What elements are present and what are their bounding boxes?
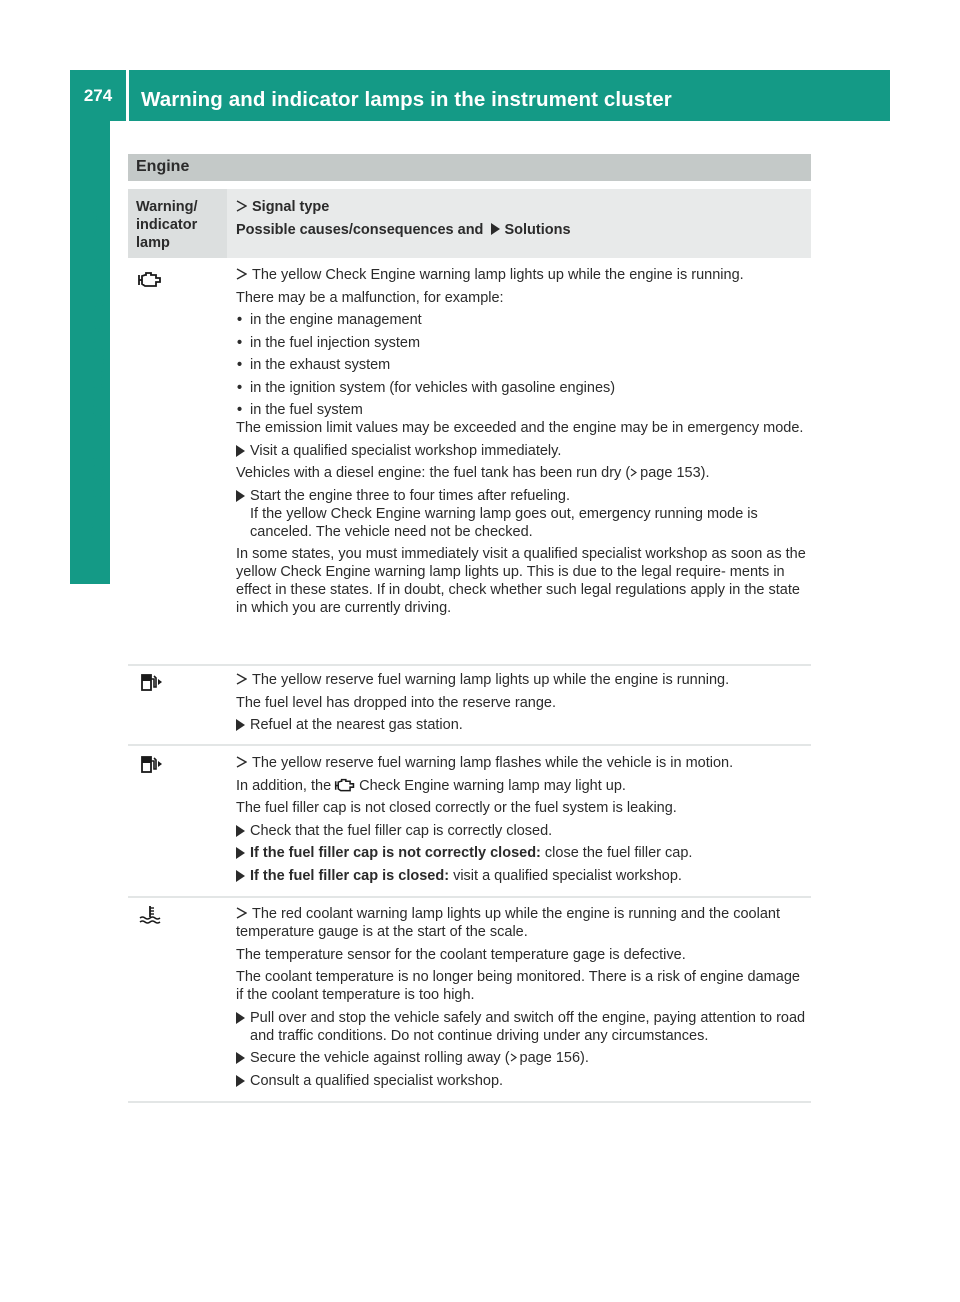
list-item: • in the fuel injection system xyxy=(236,334,806,352)
page-reference-link[interactable]: page 156 xyxy=(519,1050,581,1066)
action-arrow-icon xyxy=(236,719,245,731)
column-heading-causes: Possible causes/consequences and Solutions xyxy=(236,222,571,238)
row-content xyxy=(236,754,806,889)
signal-triangle-icon xyxy=(236,756,247,768)
page-number: 274 xyxy=(83,86,113,105)
row-content xyxy=(236,905,806,1094)
section-header xyxy=(128,154,811,181)
coolant-temperature-icon xyxy=(137,904,163,924)
signal-text: The red coolant warning lamp lights up while the engine is running and the coolant temperature gauge is at the start of the scale. xyxy=(236,906,780,940)
page-title: Warning and indicator lamps in the instrument cluster xyxy=(141,88,672,111)
cause-text: The temperature sensor for the coolant temperature gage is defective. xyxy=(236,946,686,963)
action-step: If the fuel filler cap is closed: visit a qualified specialist workshop. xyxy=(236,867,806,885)
cause-text: There may be a malfunction, for example: xyxy=(236,289,504,306)
action-step: Consult a qualified specialist workshop. xyxy=(236,1072,806,1090)
action-step: Visit a qualified specialist workshop immediately. xyxy=(236,442,806,460)
action-arrow-icon xyxy=(236,1052,245,1064)
action-step: Start the engine three to four times after refueling. If the yellow Check Engine warning lamp goes out, emergency running mode is canceled. The vehicle need not be checked. xyxy=(236,487,806,541)
action-arrow-icon xyxy=(236,490,245,502)
action-arrow-icon xyxy=(236,1075,245,1087)
column-heading-signal: Signal type xyxy=(236,198,329,216)
signal-triangle-icon xyxy=(236,200,247,212)
header-divider xyxy=(126,70,129,121)
list-item: • in the exhaust system xyxy=(236,356,806,374)
action-arrow-icon xyxy=(236,870,245,882)
page-reference-link[interactable]: page 153 xyxy=(640,465,701,481)
section-title: Engine xyxy=(136,158,190,175)
action-arrow-icon xyxy=(236,1012,245,1024)
states-note: In some states, you must immediately visit a qualified specialist workshop as soon as the yellow Check Engine warning lamp lights up. This is due to the legal require- ments in effect in these states. If in doubt, check whether such legal regulations apply in the state in which you are currently driving. xyxy=(236,546,806,616)
action-step: Refuel at the nearest gas station. xyxy=(236,716,806,734)
check-engine-icon xyxy=(334,777,356,794)
signal-text: The yellow reserve fuel warning lamp lights up while the engine is running. xyxy=(236,671,806,689)
cause-text: The fuel filler cap is not closed correctly or the fuel system is leaking. xyxy=(236,800,677,816)
row-content xyxy=(236,671,806,739)
list-item: • in the engine management xyxy=(236,311,806,329)
signal-triangle-icon xyxy=(236,673,247,685)
action-step: Check that the fuel filler cap is correctly closed. xyxy=(236,822,806,840)
check-engine-icon xyxy=(137,270,163,290)
table-row xyxy=(128,666,811,746)
side-tab-label: On-board computer and displays xyxy=(86,202,109,538)
signal-text: The yellow reserve fuel warning lamp flashes while the vehicle is in motion. xyxy=(236,754,806,772)
action-arrow-icon xyxy=(491,223,500,235)
action-arrow-icon xyxy=(236,825,245,837)
signal-triangle-icon xyxy=(236,907,247,919)
table-row xyxy=(128,746,811,898)
action-arrow-icon xyxy=(236,847,245,859)
cause-text: The fuel level has dropped into the reserve range. xyxy=(236,694,557,711)
action-step: If the fuel filler cap is not correctly closed: close the fuel filler cap. xyxy=(236,844,806,862)
addition-text: In addition, the Check Engine warning lamp may light up. xyxy=(236,777,626,794)
table-row xyxy=(128,258,811,666)
signal-text: The yellow Check Engine warning lamp lights up while the engine is running. xyxy=(236,266,806,284)
action-step: Pull over and stop the vehicle safely and switch off the engine, paying attention to road and traffic conditions. Do not continue driving under any circumstances. xyxy=(236,1009,806,1045)
table-row xyxy=(128,898,811,1103)
fuel-pump-icon xyxy=(137,754,163,774)
table-header-lamp-column xyxy=(128,189,227,258)
page-reference-icon xyxy=(510,1053,517,1062)
fuel-pump-icon xyxy=(137,672,163,692)
action-arrow-icon xyxy=(236,445,245,457)
page-reference-icon xyxy=(630,468,637,477)
signal-triangle-icon xyxy=(236,268,247,280)
consequence-text: The emission limit values may be exceeded and the engine may be in emergency mode. xyxy=(236,420,804,436)
action-step: Secure the vehicle against rolling away ( page 156). xyxy=(236,1049,806,1067)
list-item: • in the ignition system (for vehicles with gasoline engines) xyxy=(236,379,806,397)
row-content xyxy=(236,266,806,622)
cause-text: The coolant temperature is no longer being monitored. There is a risk of engine damage if the coolant temperature is too high. xyxy=(236,969,800,1003)
table-header xyxy=(128,189,811,258)
diesel-note: Vehicles with a diesel engine: the fuel tank has been run dry ( page 153). xyxy=(236,465,710,481)
column-heading-lamp: Warning/ indicator lamp xyxy=(136,199,198,251)
list-item: • in the fuel system xyxy=(236,401,806,419)
